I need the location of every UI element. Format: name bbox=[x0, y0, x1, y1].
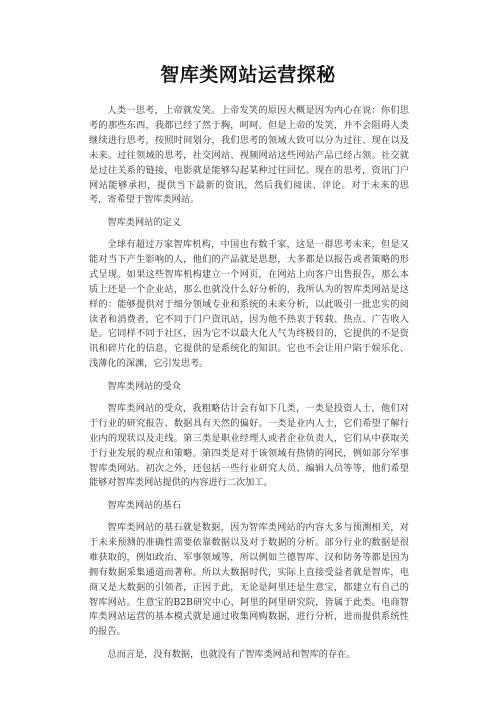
section-heading-definition: 智库类网站的定义 bbox=[107, 216, 181, 228]
page-title: 智库类网站运营探秘 bbox=[160, 64, 336, 86]
paragraph-intro: 人类一思考，上帝就发笑。上帝发笑的原因大概是因为内心在说：你们思考的那些东西，我都已经了然于胸，呵呵。但是上帝的发笑，并不会阻碍人类继续进行思考，按照时间划分，我们思考的领域大致可以分为过往、现在以及未来。过往领域的思考，社交网站、视频网站这些网站产品已经占领。社交就是过往关系的链接，电影就是能够勾起某种过往回忆。现在的思考，资讯门户网站能够承担，提供当下最新的资讯，然后我们阅读、评论。对于未来的思考，寄希望于智库类网站。 bbox=[89, 105, 409, 206]
paragraph-foundation: 智库类网站的基石就是数据，因为智库类网站的内容大多与预测相关，对于未来预测的准确性需要依靠数据以及对于数据的分析。部分行业的数据是很难获取的，例如政治、军事领域等，所以例如兰德智库、汉和防务等都是因为拥有数据采集通道而著称。所以大数据时代，实际上直接受益者就是智库，电商又是大数据的引领者，正因于此，无论是阿里还是生意宝，都建立有自己的智库网站。生意宝的B2B研究中心，阿里的阿里研究院，皆属于此类。电商智库类网站运营的基本模式就是通过收集网购数据，进行分析，进而提供系统性的报告。 bbox=[89, 522, 409, 638]
paragraph-audience: 智库类网站的受众，我粗略估计会有如下几类，一类是投资人士，他们对于行业的研究报告、数据具有天然的偏好。一类是业内人士，它们希望了解行业内的现状以及走线。第三类是职业经理人或者企业负责人，它们从中获取关于行业发展的观点和策略。第四类是对于该领域有热情的网民，例如部分军事智库类网站。初次之外，还包括一些行业研究人员、编辑人员等等，他们希望能够对智库类网站提供的内容进行二次加工。 bbox=[89, 402, 409, 489]
paragraph-definition: 全球有超过万家智库机构，中国也有数千家，这是一群思考未来，但是又能对当下产生影响的人，他们的产品就是思想，大多都是以报告或者策略的形式呈现。如果这些智库机构建立一个网页，在网站上向客户出售报告，那么本质上还是一个企业站，那么也就没什么好分析的，我所认为的智库类网站是这样的：能够提供对于细分领域专业和系统的未来分析，以此吸引一批忠实的阅读者和消费者，它不同于门户资讯站，因为他不热衷于转载、热点、广告收入是。它同样不同于社区，因为它不以最大化人气为终极目的，它提供的不是资讯和碎片化的信息，它提供的是系统化的知识。它也不会让用户陷于娱乐化、浅薄化的深渊，它引发思考。 bbox=[89, 239, 409, 370]
article-body bbox=[89, 104, 409, 670]
section-heading-audience: 智库类网站的受众 bbox=[107, 380, 181, 392]
paragraph-conclusion: 总而言是，没有数据，也就没有了智库类网站和智库的存在。 bbox=[107, 648, 356, 660]
section-heading-foundation: 智库类网站的基石 bbox=[107, 499, 181, 511]
